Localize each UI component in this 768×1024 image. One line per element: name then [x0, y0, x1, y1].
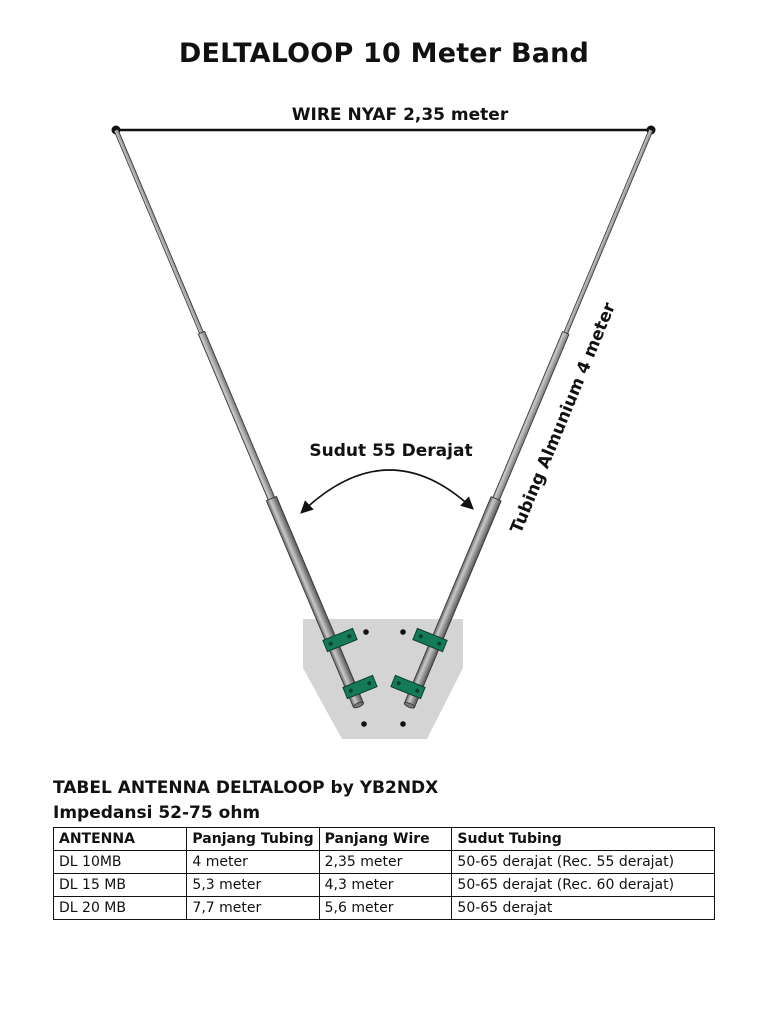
cell-antenna: DL 20 MB: [54, 897, 187, 920]
right-tubing: [404, 128, 657, 709]
column-header-tubing-angle: Sudut Tubing: [452, 828, 715, 851]
table-row: [54, 874, 715, 897]
mount-bolt: [363, 629, 369, 635]
angle-arc: [302, 470, 472, 512]
tube-tip-section: [114, 129, 203, 333]
antenna-spec-table: [53, 827, 715, 920]
column-header-wire-length: Panjang Wire: [319, 828, 452, 851]
cell-antenna: DL 10MB: [54, 851, 187, 874]
cell-wire-length: 4,3 meter: [319, 874, 452, 897]
table-title: TABEL ANTENNA DELTALOOP by YB2NDX: [53, 778, 439, 798]
page-title: DELTALOOP 10 Meter Band: [178, 38, 590, 69]
cell-antenna: DL 15 MB: [54, 874, 187, 897]
table-row: [54, 897, 715, 920]
table-header-row: [54, 828, 715, 851]
cell-wire-length: 5,6 meter: [319, 897, 452, 920]
tube-middle-section: [198, 331, 274, 500]
wire-label: WIRE NYAF 2,35 meter: [291, 105, 509, 125]
mount-bolt: [400, 721, 406, 727]
left-tubing: [111, 128, 364, 709]
cell-tubing-angle: 50-65 derajat (Rec. 55 derajat): [452, 851, 715, 874]
column-header-antenna: ANTENNA: [54, 828, 187, 851]
cell-tubing-angle: 50-65 derajat: [452, 897, 715, 920]
table-row: [54, 851, 715, 874]
cell-tubing-length: 5,3 meter: [187, 874, 319, 897]
tubing-label: Tubing Almunium 4 meter: [506, 299, 620, 537]
table-subtitle: Impedansi 52-75 ohm: [53, 803, 261, 823]
cell-wire-length: 2,35 meter: [319, 851, 452, 874]
mount-bolt: [361, 721, 367, 727]
cell-tubing-length: 4 meter: [187, 851, 319, 874]
angle-label: Sudut 55 Derajat: [309, 441, 473, 461]
column-header-tubing-length: Panjang Tubing: [187, 828, 319, 851]
mount-bolt: [400, 629, 406, 635]
cell-tubing-length: 7,7 meter: [187, 897, 319, 920]
cell-tubing-angle: 50-65 derajat (Rec. 60 derajat): [452, 874, 715, 897]
